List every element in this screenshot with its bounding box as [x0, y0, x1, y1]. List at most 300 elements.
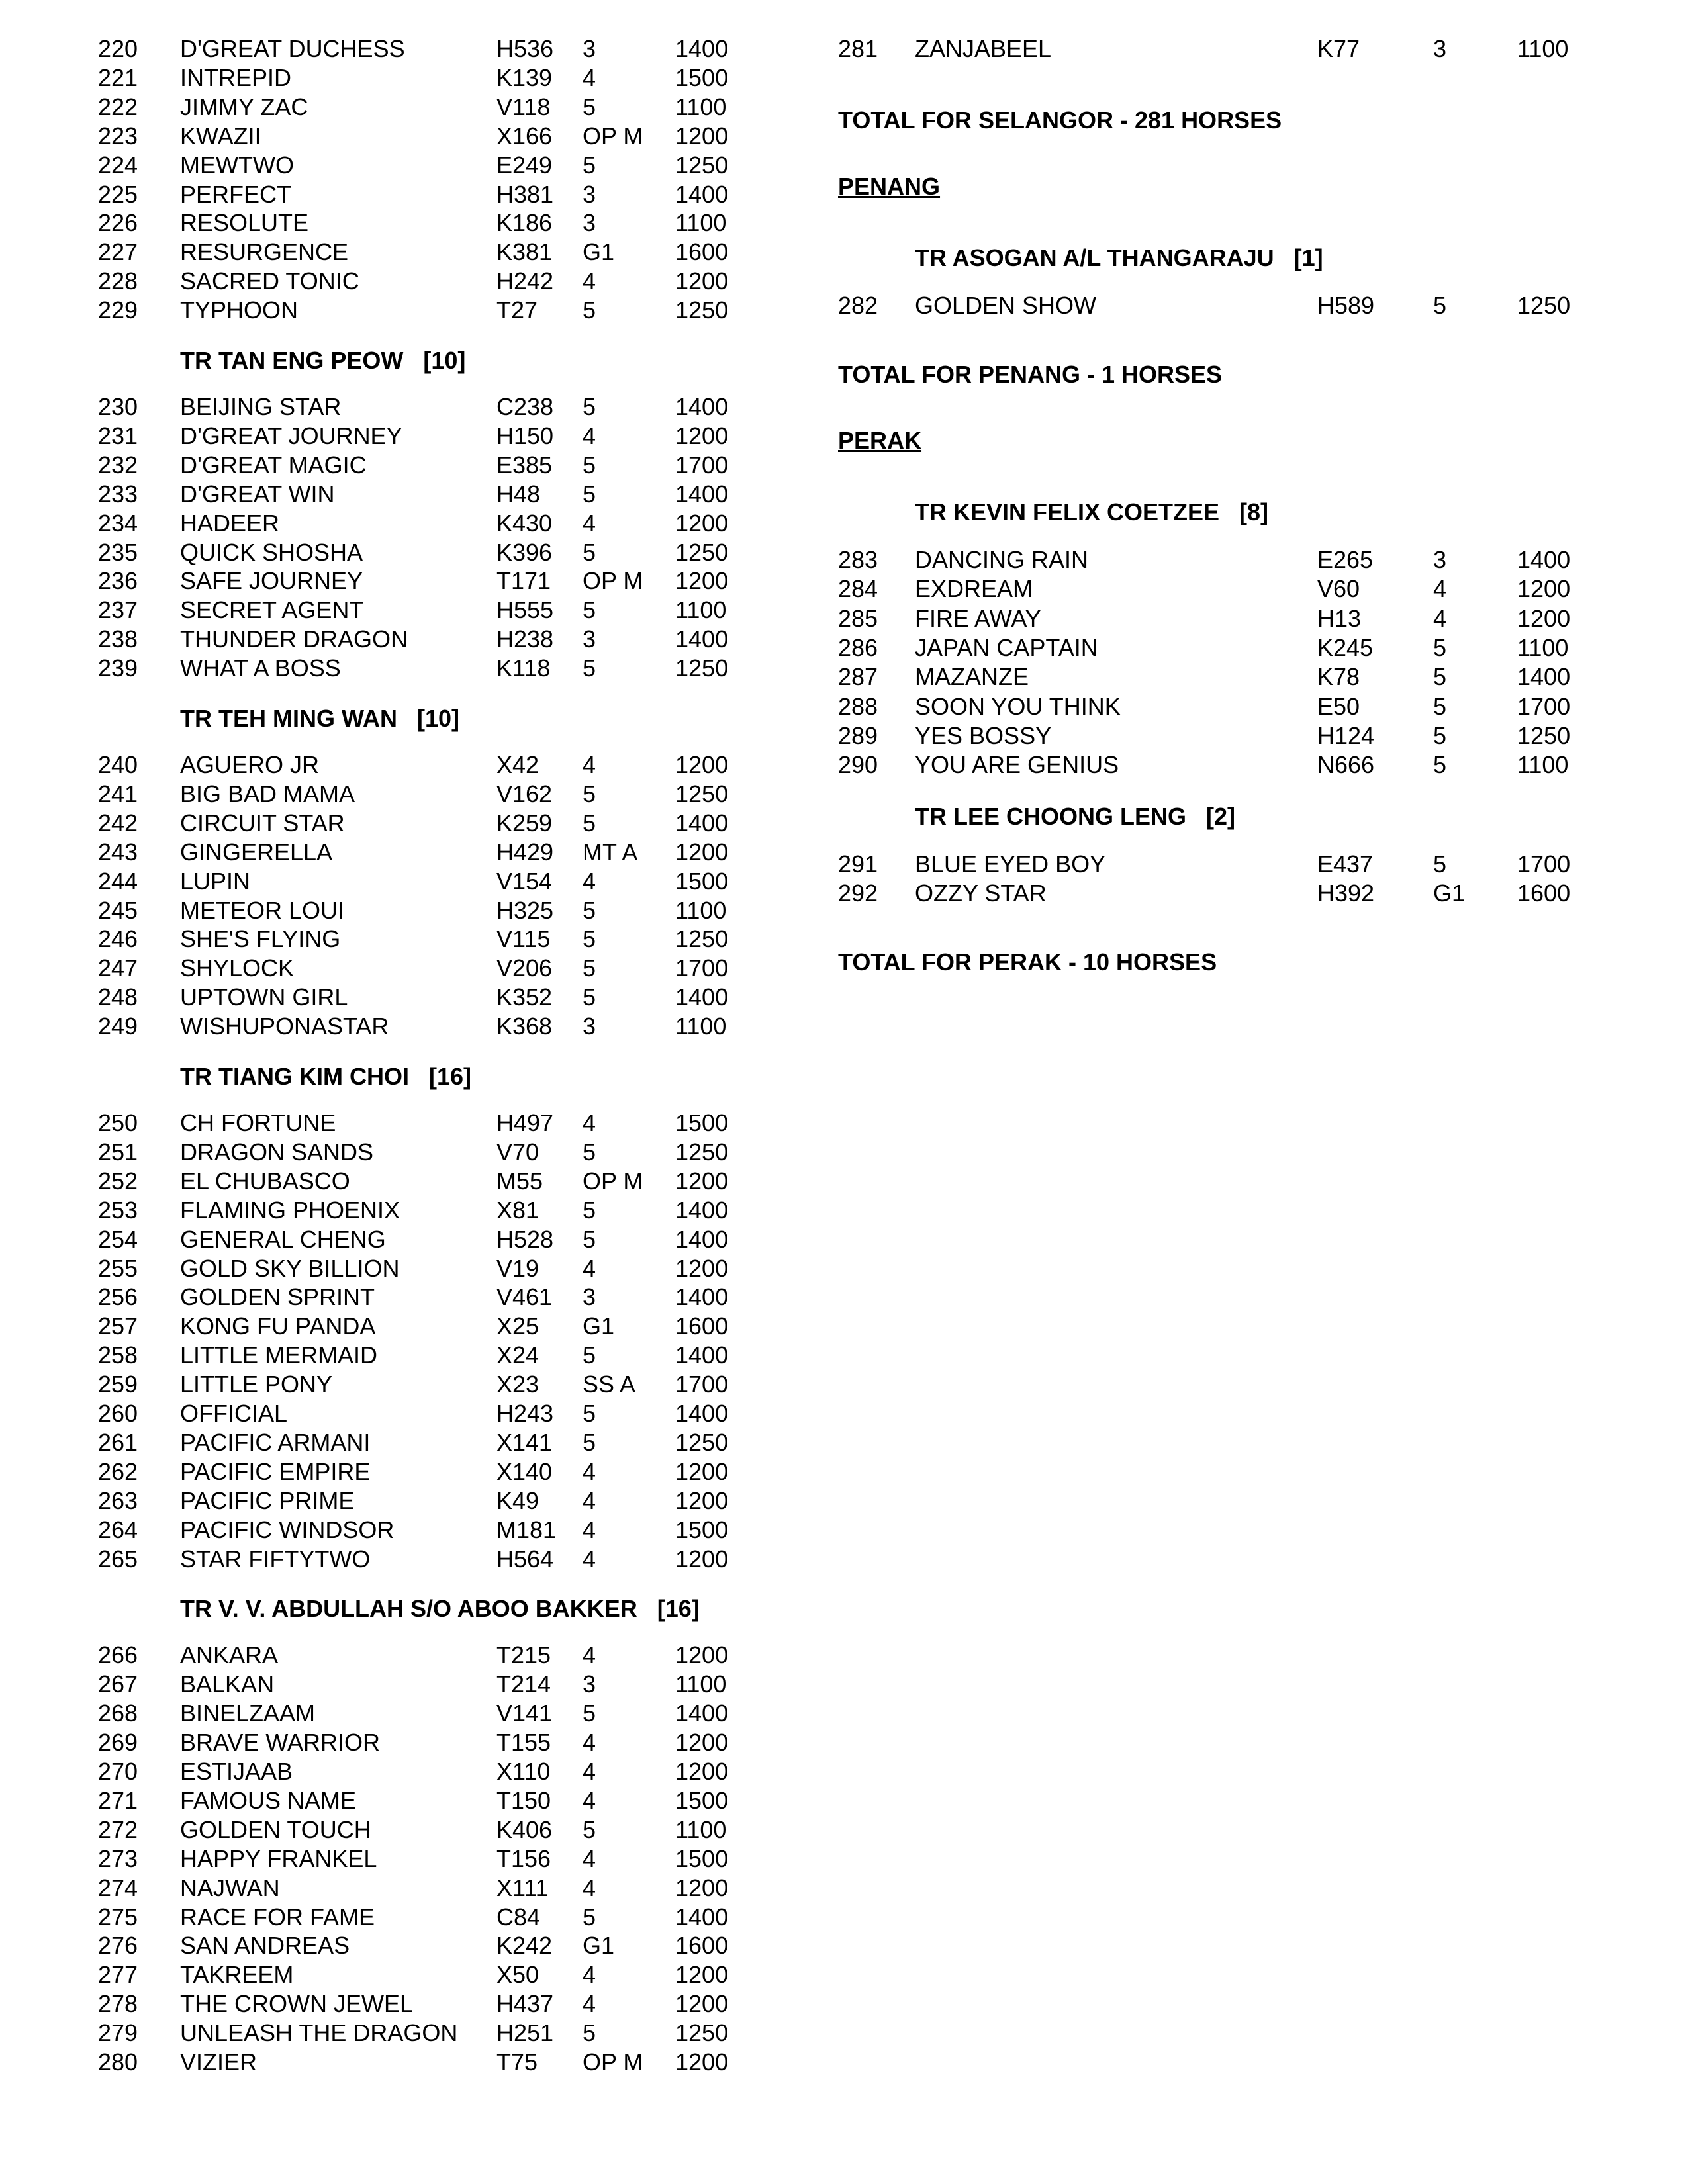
horse-rating: 5: [1433, 721, 1447, 749]
horse-code: K259: [496, 809, 553, 837]
horse-number: 279: [98, 2019, 138, 2047]
horse-name: WISHUPONASTAR: [180, 1013, 389, 1040]
horse-number: 289: [838, 721, 878, 749]
section-penang: PENANG: [838, 173, 941, 200]
horse-code: X166: [496, 122, 553, 150]
horse-name: TAKREEM: [180, 1961, 294, 1989]
horse-distance: 1200: [675, 1167, 729, 1195]
horse-name: HADEER: [180, 509, 280, 537]
horse-rating: OP M: [583, 2048, 643, 2075]
horse-code: K49: [496, 1486, 539, 1514]
trainer-count: [10]: [423, 347, 466, 374]
horse-name: METEOR LOUI: [180, 896, 345, 924]
horse-name: AGUERO JR: [180, 751, 320, 778]
trainer-name: TR KEVIN FELIX COETZEE: [915, 498, 1220, 525]
horse-distance: 1250: [1517, 721, 1571, 749]
horse-name: GOLDEN SPRINT: [180, 1283, 375, 1311]
horse-rating: 4: [583, 1874, 596, 1901]
horse-code: M181: [496, 1516, 557, 1543]
horse-number: 239: [98, 655, 138, 682]
horse-rating: 5: [1433, 692, 1447, 720]
horse-distance: 1200: [675, 1874, 729, 1901]
horse-number: 267: [98, 1670, 138, 1698]
horse-number: 290: [838, 751, 878, 779]
horse-name: BLUE EYED BOY: [915, 850, 1106, 878]
horse-code: H150: [496, 422, 554, 449]
horse-code: K242: [496, 1932, 553, 1960]
horse-distance: 1500: [675, 1516, 729, 1543]
horse-number: 241: [98, 780, 138, 807]
horse-rating: 3: [583, 1283, 596, 1311]
horse-number: 268: [98, 1700, 138, 1727]
trainer-name: TR V. V. ABDULLAH S/O ABOO BAKKER: [180, 1595, 637, 1623]
horse-distance: 1100: [675, 1815, 727, 1843]
horse-rating: 5: [583, 780, 596, 807]
horse-rating: 4: [583, 1457, 596, 1485]
horse-number: 226: [98, 209, 138, 237]
section-perak: PERAK: [838, 427, 922, 454]
horse-distance: 1400: [1517, 546, 1571, 573]
horse-distance: 1100: [675, 596, 727, 624]
horse-rating: 5: [583, 1903, 596, 1931]
horse-distance: 1200: [675, 1729, 729, 1756]
horse-code: E437: [1317, 850, 1374, 878]
horse-number: 286: [838, 633, 878, 661]
horse-rating: 4: [583, 1758, 596, 1785]
horse-rating: 4: [583, 267, 596, 295]
horse-name: OZZY STAR: [915, 880, 1047, 907]
horse-name: SECRET AGENT: [180, 596, 364, 624]
horse-number: 272: [98, 1815, 138, 1843]
horse-name: STAR FIFTYTWO: [180, 1545, 371, 1572]
horse-rating: 5: [583, 1196, 596, 1224]
horse-name: KONG FU PANDA: [180, 1312, 376, 1340]
horse-name: ESTIJAAB: [180, 1758, 293, 1785]
horse-number: 254: [98, 1225, 138, 1253]
horse-code: H381: [496, 180, 554, 208]
horse-code: V154: [496, 867, 553, 895]
horse-distance: 1500: [675, 867, 729, 895]
horse-code: X81: [496, 1196, 539, 1224]
horse-name: D'GREAT WIN: [180, 480, 335, 508]
horse-number: 248: [98, 983, 138, 1011]
horse-name: PACIFIC WINDSOR: [180, 1516, 395, 1543]
trainer-name: TR ASOGAN A/L THANGARAJU: [915, 244, 1274, 271]
horse-rating: 4: [1433, 604, 1447, 632]
horse-distance: 1100: [675, 209, 727, 237]
horse-name: SAN ANDREAS: [180, 1932, 350, 1960]
horse-distance: 1200: [675, 1990, 729, 2018]
horse-code: K406: [496, 1815, 553, 1843]
horse-number: 253: [98, 1196, 138, 1224]
horse-number: 256: [98, 1283, 138, 1311]
horse-code: T171: [496, 567, 551, 595]
horse-number: 261: [98, 1428, 138, 1456]
trainer-heading: [915, 498, 1268, 527]
horse-distance: 1200: [675, 422, 729, 449]
horse-number: 228: [98, 267, 138, 295]
horse-name: RACE FOR FAME: [180, 1903, 375, 1931]
horse-code: T75: [496, 2048, 538, 2075]
horse-name: WHAT A BOSS: [180, 655, 341, 682]
horse-number: 271: [98, 1786, 138, 1814]
horse-name: VIZIER: [180, 2048, 258, 2075]
horse-rating: 5: [583, 596, 596, 624]
horse-code: E265: [1317, 546, 1374, 573]
horse-number: 229: [98, 296, 138, 324]
horse-distance: 1400: [675, 35, 729, 62]
horse-code: E50: [1317, 692, 1360, 720]
horse-distance: 1100: [675, 1013, 727, 1040]
horse-name: SHE'S FLYING: [180, 925, 341, 953]
horse-distance: 1500: [675, 1844, 729, 1872]
horse-distance: 1600: [1517, 880, 1571, 907]
horse-distance: 1400: [675, 983, 729, 1011]
horse-distance: 1200: [675, 1758, 729, 1785]
horse-code: H555: [496, 596, 554, 624]
horse-rating: 5: [583, 451, 596, 478]
horse-name: ZANJABEEL: [915, 35, 1052, 62]
horse-distance: 1250: [675, 151, 729, 179]
horse-rating: 4: [1433, 575, 1447, 603]
horse-number: 280: [98, 2048, 138, 2075]
horse-number: 225: [98, 180, 138, 208]
horse-number: 278: [98, 1990, 138, 2018]
trainer-count: [16]: [657, 1595, 700, 1623]
horse-code: V206: [496, 954, 553, 982]
total-penang: TOTAL FOR PENANG - 1 HORSES: [838, 361, 1223, 388]
horse-name: EXDREAM: [915, 575, 1033, 603]
horse-code: T155: [496, 1729, 551, 1756]
horse-rating: 4: [583, 867, 596, 895]
horse-rating: 5: [583, 1428, 596, 1456]
horse-code: V118: [496, 93, 551, 120]
horse-rating: 5: [583, 393, 596, 420]
trainer-count: [2]: [1206, 803, 1236, 830]
horse-rating: 4: [583, 751, 596, 778]
horse-distance: 1100: [1517, 633, 1569, 661]
horse-number: 291: [838, 850, 878, 878]
horse-rating: 5: [583, 809, 596, 837]
horse-code: C238: [496, 393, 554, 420]
horse-name: EL CHUBASCO: [180, 1167, 350, 1195]
horse-code: H437: [496, 1990, 554, 2018]
horse-number: 220: [98, 35, 138, 62]
horse-code: H392: [1317, 880, 1375, 907]
horse-distance: 1200: [675, 1254, 729, 1282]
horse-name: FAMOUS NAME: [180, 1786, 357, 1814]
horse-code: K245: [1317, 633, 1374, 661]
horse-rating: 5: [583, 1225, 596, 1253]
horse-name: JAPAN CAPTAIN: [915, 633, 1098, 661]
horse-rating: 5: [583, 2019, 596, 2047]
horse-rating: 3: [1433, 546, 1447, 573]
horse-number: 270: [98, 1758, 138, 1785]
horse-name: SAFE JOURNEY: [180, 567, 363, 595]
horse-rating: 3: [583, 180, 596, 208]
trainer-name: TR LEE CHOONG LENG: [915, 803, 1187, 830]
horse-rating: 5: [583, 480, 596, 508]
horse-number: 249: [98, 1013, 138, 1040]
horse-name: GOLDEN SHOW: [915, 292, 1097, 319]
horse-code: E249: [496, 151, 553, 179]
horse-name: CIRCUIT STAR: [180, 809, 345, 837]
horse-rating: 5: [583, 954, 596, 982]
horse-distance: 1200: [675, 1641, 729, 1669]
horse-name: RESURGENCE: [180, 238, 349, 266]
horse-number: 292: [838, 880, 878, 907]
horse-code: V162: [496, 780, 553, 807]
horse-distance: 1100: [675, 896, 727, 924]
horse-distance: 1250: [675, 780, 729, 807]
horse-number: 273: [98, 1844, 138, 1872]
horse-distance: 1400: [675, 1283, 729, 1311]
horse-code: K78: [1317, 663, 1360, 691]
horse-distance: 1400: [675, 480, 729, 508]
horse-rating: 4: [583, 1109, 596, 1136]
horse-code: H238: [496, 625, 554, 653]
trainer-count: [16]: [428, 1063, 472, 1090]
horse-rating: 4: [583, 422, 596, 449]
horse-rating: 4: [583, 1844, 596, 1872]
horse-number: 282: [838, 292, 878, 319]
horse-distance: 1400: [675, 1196, 729, 1224]
horse-number: 240: [98, 751, 138, 778]
horse-distance: 1250: [675, 2019, 729, 2047]
horse-number: 246: [98, 925, 138, 953]
horse-rating: 5: [1433, 292, 1447, 319]
horse-name: DANCING RAIN: [915, 546, 1089, 573]
horse-distance: 1250: [675, 925, 729, 953]
horse-number: 232: [98, 451, 138, 478]
horse-code: H429: [496, 838, 554, 866]
horse-distance: 1200: [675, 1545, 729, 1572]
horse-name: TYPHOON: [180, 296, 299, 324]
trainer-heading: [915, 802, 1235, 831]
horse-code: H251: [496, 2019, 554, 2047]
horse-rating: 4: [583, 1641, 596, 1669]
horse-name: BALKAN: [180, 1670, 275, 1698]
horse-code: H564: [496, 1545, 554, 1572]
horse-distance: 1100: [675, 93, 727, 120]
horse-number: 224: [98, 151, 138, 179]
horse-rating: 4: [583, 509, 596, 537]
horse-number: 244: [98, 867, 138, 895]
horse-code: K186: [496, 209, 553, 237]
horse-number: 234: [98, 509, 138, 537]
horse-code: V461: [496, 1283, 553, 1311]
horse-distance: 1400: [675, 1342, 729, 1369]
horse-code: X24: [496, 1342, 539, 1369]
horse-distance: 1500: [675, 64, 729, 91]
horse-number: 223: [98, 122, 138, 150]
horse-number: 263: [98, 1486, 138, 1514]
horse-distance: 1200: [675, 509, 729, 537]
horse-code: X110: [496, 1758, 551, 1785]
horse-rating: 3: [583, 1013, 596, 1040]
horse-name: BINELZAAM: [180, 1700, 316, 1727]
horse-name: INTREPID: [180, 64, 292, 91]
horse-rating: 4: [583, 1961, 596, 1989]
horse-code: V115: [496, 925, 551, 953]
horse-rating: 5: [583, 983, 596, 1011]
horse-distance: 1200: [675, 838, 729, 866]
horse-number: 257: [98, 1312, 138, 1340]
horse-number: 264: [98, 1516, 138, 1543]
horse-rating: 3: [583, 209, 596, 237]
horse-distance: 1200: [675, 122, 729, 150]
horse-distance: 1250: [675, 1138, 729, 1165]
horse-distance: 1200: [1517, 575, 1571, 603]
horse-number: 252: [98, 1167, 138, 1195]
horse-code: H325: [496, 896, 554, 924]
horse-distance: 1250: [675, 296, 729, 324]
trainer-heading: [180, 1062, 471, 1091]
horse-name: THUNDER DRAGON: [180, 625, 408, 653]
horse-code: X140: [496, 1457, 553, 1485]
horse-code: H243: [496, 1400, 554, 1427]
horse-number: 235: [98, 538, 138, 566]
horse-distance: 1400: [675, 1700, 729, 1727]
horse-code: H536: [496, 35, 554, 62]
horse-code: V141: [496, 1700, 553, 1727]
horse-name: YES BOSSY: [915, 721, 1052, 749]
horse-name: GOLD SKY BILLION: [180, 1254, 400, 1282]
horse-distance: 1500: [675, 1786, 729, 1814]
horse-name: JIMMY ZAC: [180, 93, 308, 120]
trainer-heading: [180, 704, 459, 733]
horse-distance: 1100: [1517, 35, 1569, 62]
horse-name: GOLDEN TOUCH: [180, 1815, 371, 1843]
trainer-count: [8]: [1239, 498, 1269, 525]
horse-distance: 1700: [675, 451, 729, 478]
horse-rating: 5: [583, 296, 596, 324]
horse-rating: 5: [583, 151, 596, 179]
horse-distance: 1250: [675, 1428, 729, 1456]
horse-code: M55: [496, 1167, 543, 1195]
horse-number: 255: [98, 1254, 138, 1282]
horse-rating: SS A: [583, 1371, 636, 1398]
trainer-heading: [915, 244, 1323, 273]
horse-number: 285: [838, 604, 878, 632]
horse-name: SACRED TONIC: [180, 267, 359, 295]
horse-code: X141: [496, 1428, 553, 1456]
horse-name: UPTOWN GIRL: [180, 983, 348, 1011]
total-selangor: TOTAL FOR SELANGOR - 281 HORSES: [838, 107, 1282, 134]
trainer-count: [10]: [416, 705, 460, 732]
horse-distance: 1400: [675, 1400, 729, 1427]
horse-name: BIG BAD MAMA: [180, 780, 355, 807]
horse-rating: 4: [583, 64, 596, 91]
horse-name: PACIFIC PRIME: [180, 1486, 355, 1514]
horse-distance: 1200: [675, 1961, 729, 1989]
horse-number: 276: [98, 1932, 138, 1960]
horse-number: 250: [98, 1109, 138, 1136]
horse-code: X42: [496, 751, 539, 778]
horse-rating: 5: [1433, 850, 1447, 878]
horse-name: MAZANZE: [915, 663, 1029, 691]
horse-rating: 4: [583, 1729, 596, 1756]
horse-code: V19: [496, 1254, 539, 1282]
horse-name: YOU ARE GENIUS: [915, 751, 1119, 779]
horse-rating: 3: [583, 625, 596, 653]
horse-number: 251: [98, 1138, 138, 1165]
horse-name: SHYLOCK: [180, 954, 295, 982]
horse-number: 258: [98, 1342, 138, 1369]
horse-code: H242: [496, 267, 554, 295]
horse-rating: 5: [1433, 751, 1447, 779]
horse-name: BRAVE WARRIOR: [180, 1729, 381, 1756]
horse-code: X50: [496, 1961, 539, 1989]
horse-name: PERFECT: [180, 180, 292, 208]
horse-rating: 5: [583, 1815, 596, 1843]
trainer-heading: [180, 346, 465, 375]
horse-code: T215: [496, 1641, 551, 1669]
horse-number: 259: [98, 1371, 138, 1398]
horse-distance: 1200: [675, 1486, 729, 1514]
horse-number: 230: [98, 393, 138, 420]
horse-rating: G1: [583, 1312, 615, 1340]
horse-name: CH FORTUNE: [180, 1109, 336, 1136]
horse-code: K77: [1317, 35, 1360, 62]
horse-code: X23: [496, 1371, 539, 1398]
horse-number: 283: [838, 546, 878, 573]
horse-distance: 1250: [1517, 292, 1571, 319]
horse-code: K396: [496, 538, 553, 566]
horse-rating: 5: [583, 538, 596, 566]
horse-distance: 1200: [675, 751, 729, 778]
horse-rating: 4: [583, 1486, 596, 1514]
horse-rating: 3: [583, 1670, 596, 1698]
horse-code: K430: [496, 509, 553, 537]
horse-name: D'GREAT MAGIC: [180, 451, 367, 478]
horse-distance: 1400: [675, 809, 729, 837]
horse-number: 233: [98, 480, 138, 508]
horse-rating: 4: [583, 1990, 596, 2018]
horse-distance: 1200: [1517, 604, 1571, 632]
horse-code: E385: [496, 451, 553, 478]
horse-number: 288: [838, 692, 878, 720]
horse-name: LITTLE MERMAID: [180, 1342, 378, 1369]
horse-rating: OP M: [583, 122, 643, 150]
horse-distance: 1600: [675, 1932, 729, 1960]
horse-code: H497: [496, 1109, 554, 1136]
horse-name: ANKARA: [180, 1641, 279, 1669]
horse-rating: 5: [583, 93, 596, 120]
horse-number: 265: [98, 1545, 138, 1572]
horse-distance: 1400: [675, 1225, 729, 1253]
horse-rating: 5: [583, 896, 596, 924]
horse-code: H124: [1317, 721, 1375, 749]
horse-code: V60: [1317, 575, 1360, 603]
horse-code: K368: [496, 1013, 553, 1040]
horse-number: 245: [98, 896, 138, 924]
horse-distance: 1400: [675, 1903, 729, 1931]
horse-number: 269: [98, 1729, 138, 1756]
horse-rating: 5: [583, 1400, 596, 1427]
horse-number: 260: [98, 1400, 138, 1427]
horse-name: FIRE AWAY: [915, 604, 1041, 632]
horse-name: GINGERELLA: [180, 838, 333, 866]
horse-number: 277: [98, 1961, 138, 1989]
horse-number: 287: [838, 663, 878, 691]
horse-distance: 1500: [675, 1109, 729, 1136]
horse-rating: OP M: [583, 567, 643, 595]
horse-name: DRAGON SANDS: [180, 1138, 374, 1165]
horse-number: 227: [98, 238, 138, 266]
horse-code: X25: [496, 1312, 539, 1340]
horse-number: 237: [98, 596, 138, 624]
